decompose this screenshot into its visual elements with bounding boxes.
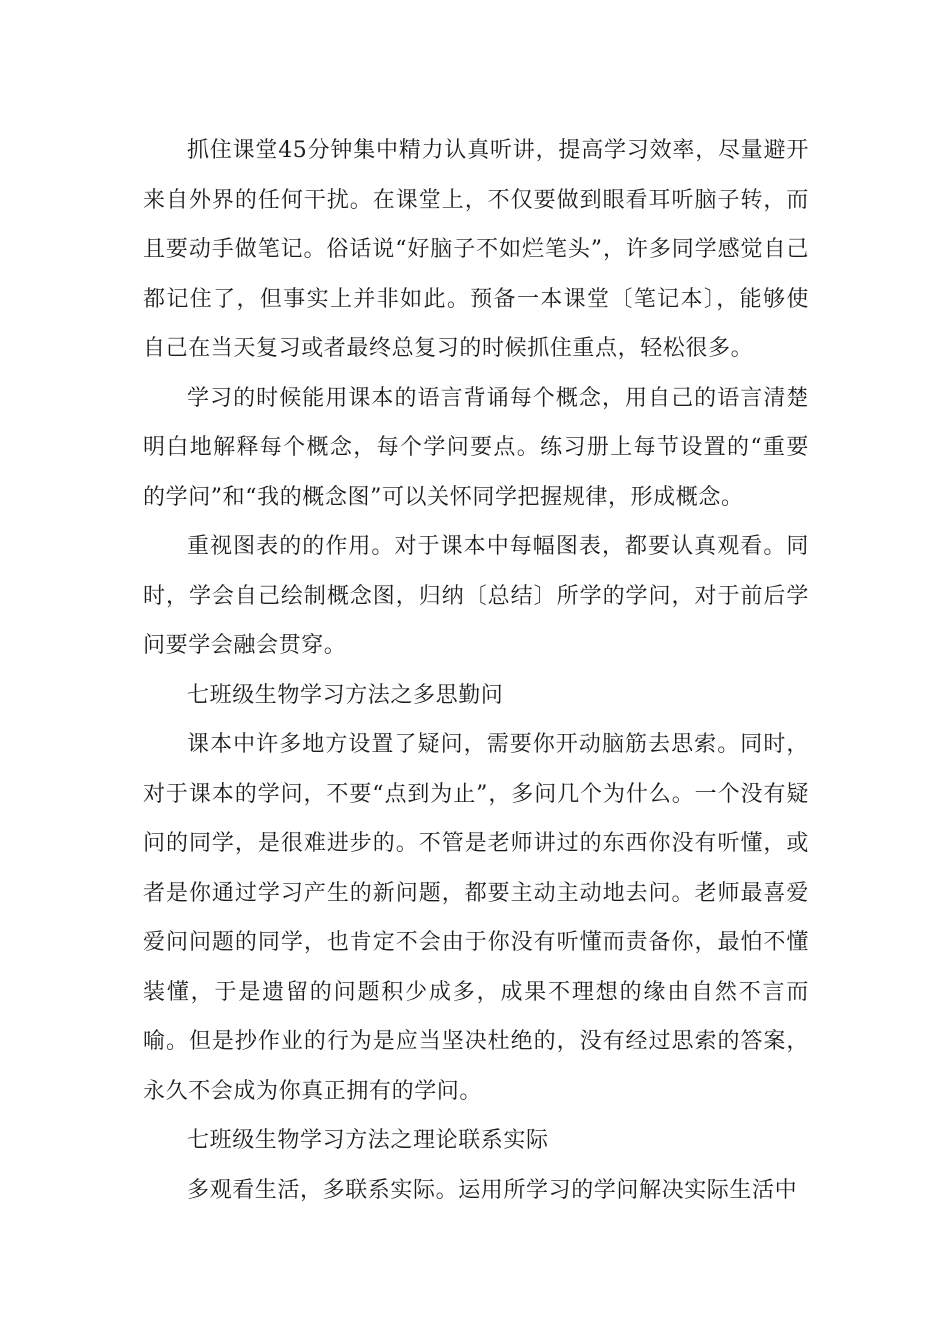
paragraph-classroom-notes: 抓住课堂45分钟集中精力认真听讲，提高学习效率，尽量避开来自外界的任何干扰。在课堂上，不仅要做到眼看耳听脑子转，而且要动手做笔记。俗话说“好脑子不如烂笔头”，许多同学感觉自己都记住了，但事实上并非如此。预备一本课堂〔笔记本〕，能够使自己在当天复习或者最终总复习的时候抓住重点，轻松很多。	[143, 138, 809, 361]
section-heading-think-ask: 七班级生物学习方法之多思勤问	[187, 682, 504, 708]
paragraph-charts: 重视图表的的作用。对于课本中每幅图表，都要认真观看。同时，学会自己绘制概念图，归纳〔总结〕所学的学问，对于前后学问要学会融会贯穿。	[143, 534, 809, 658]
paragraph-concepts: 学习的时候能用课本的语言背诵每个概念，用自己的语言清楚明白地解释每个概念，每个学问要点。练习册上每节设置的“重要的学问”和“我的概念图”可以关怀同学把握规律，形成概念。	[143, 385, 809, 510]
document-body	[143, 126, 809, 1215]
section-heading-theory-practice: 七班级生物学习方法之理论联系实际	[187, 1128, 549, 1153]
paragraph-practice: 多观看生活，多联系实际。运用所学习的学问解决实际生活中	[187, 1177, 798, 1203]
paragraph-questions: 课本中许多地方设置了疑问，需要你开动脑筋去思索。同时，对于课本的学问，不要“点到为止”，多问几个为什么。一个没有疑问的同学，是很难进步的。不管是老师讲过的东西你没有听懂，或者是你通过学习产生的新问题，都要主动主动地去问。老师最喜爱爱问问题的同学，也肯定不会由于你没有听懂而责备你，最怕不懂装懂，于是遗留的问题积少成多，成果不理想的缘由自然不言而喻。但是抄作业的行为是应当坚决杜绝的，没有经过思索的答案，永久不会成为你真正拥有的学问。	[143, 732, 809, 1104]
